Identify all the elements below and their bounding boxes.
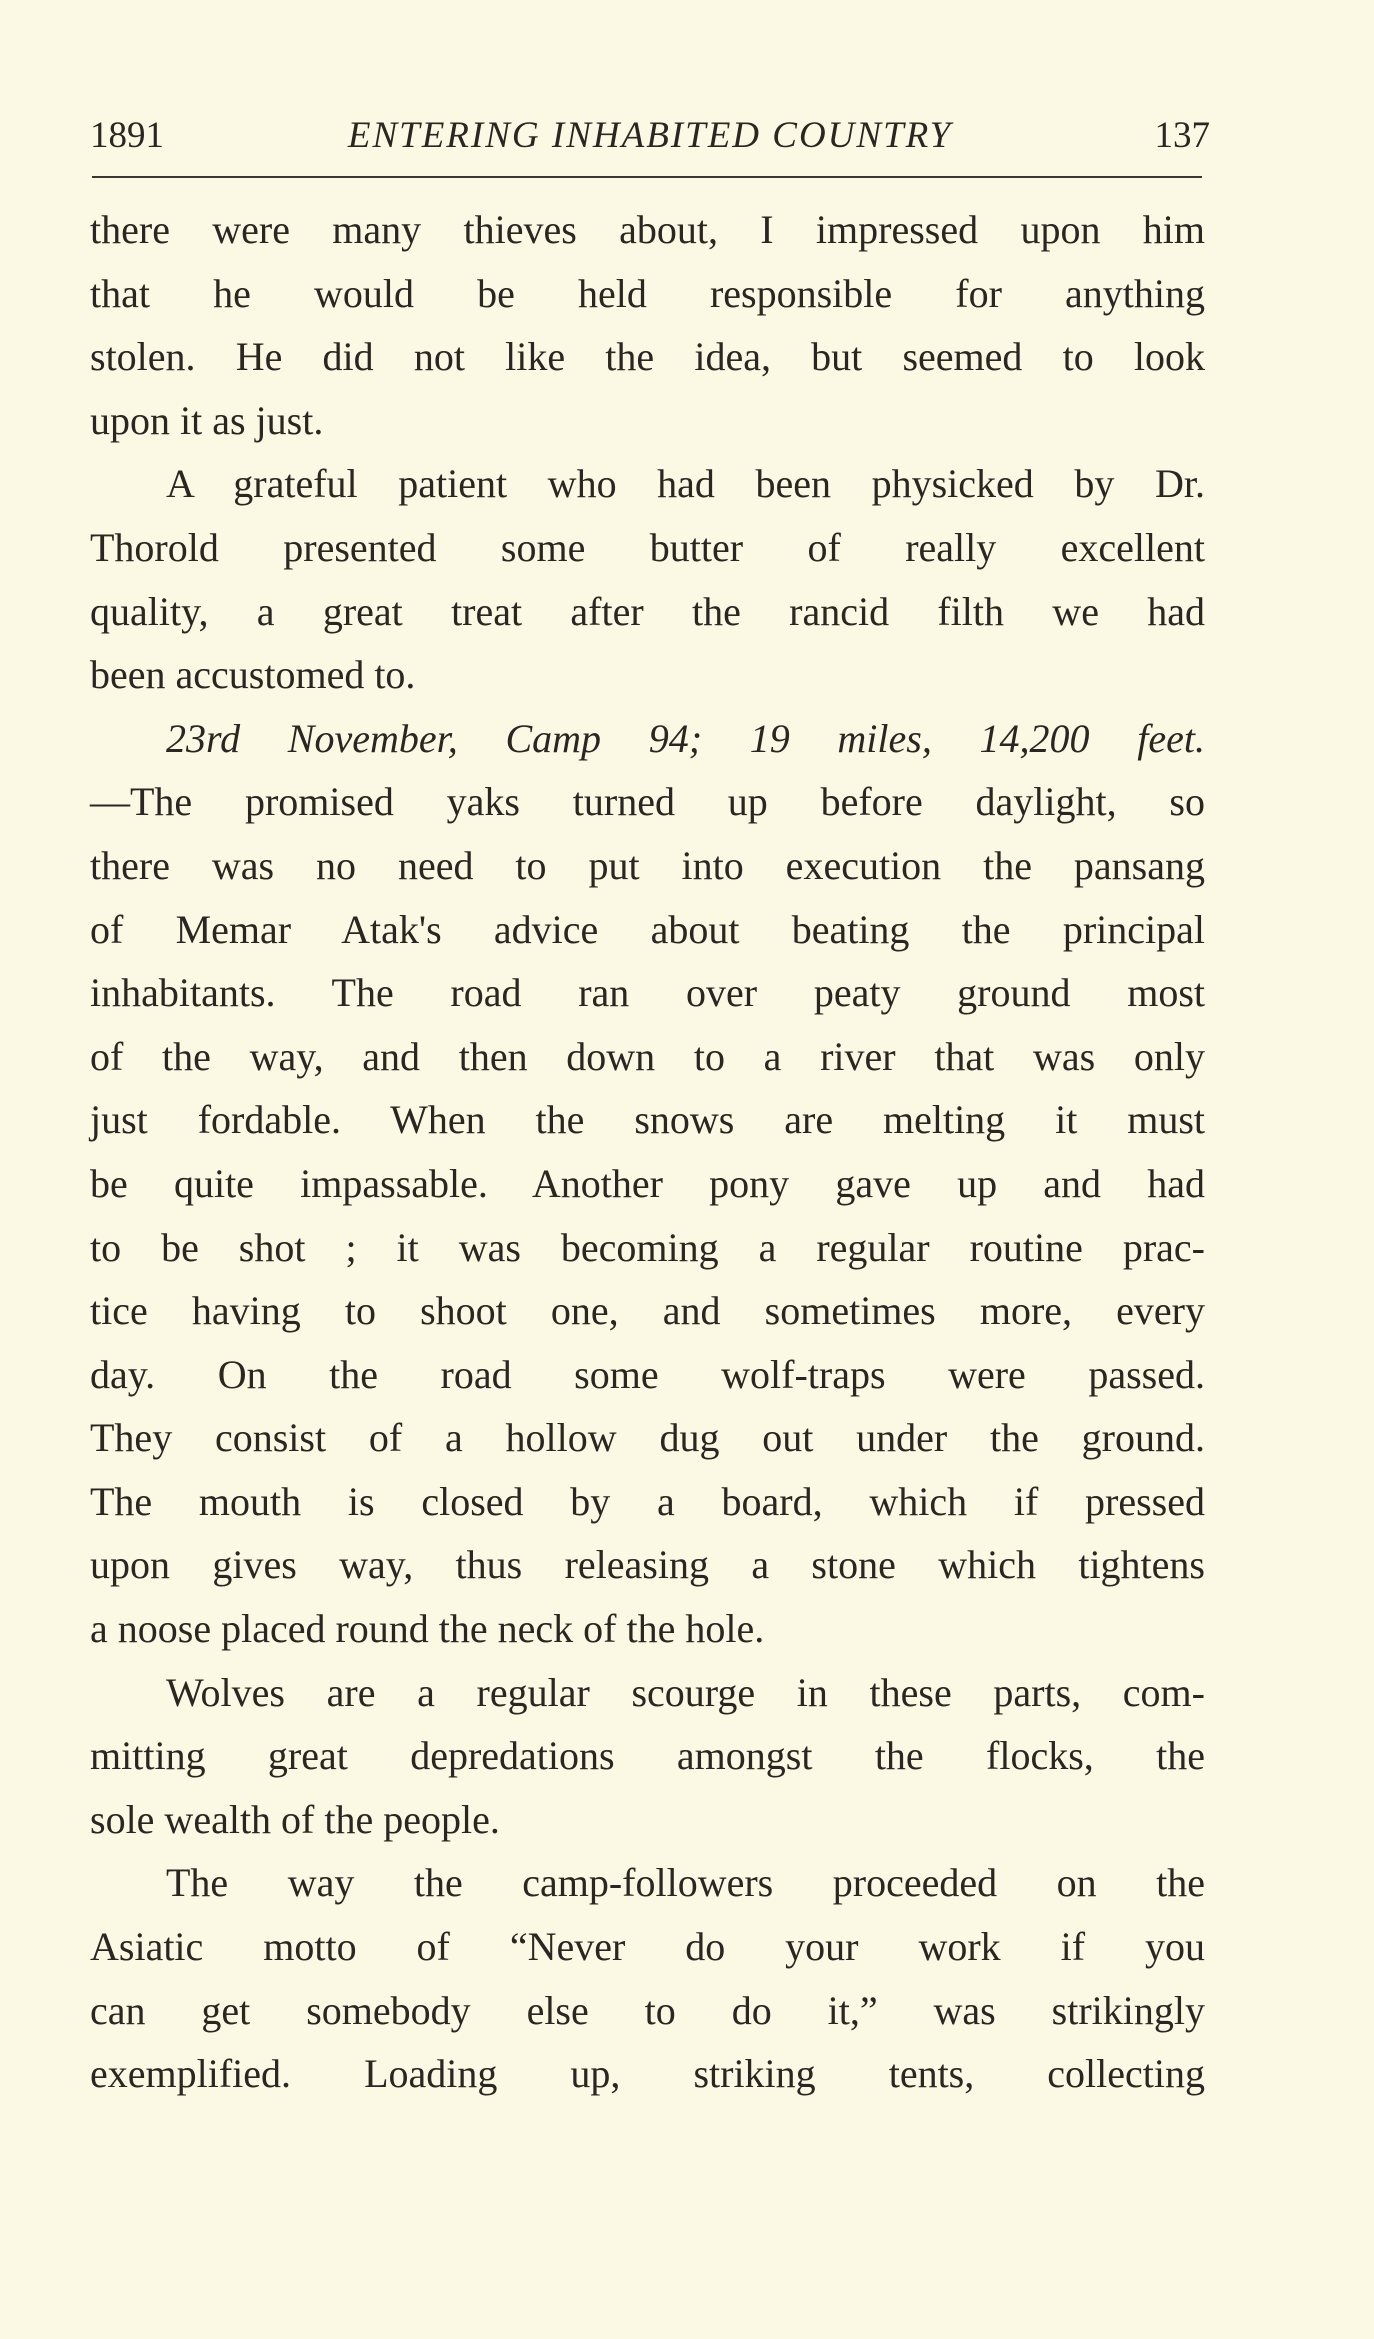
line: upon gives way, thus releasing a stone which tightens [90,1542,1205,1588]
line: They consist of a hollow dug out under the ground. [90,1415,1205,1461]
line: just fordable. When the snows are melting it must [90,1097,1205,1143]
line: exemplified. Loading up, striking tents, collecting [90,2051,1205,2097]
header-year: 1891 [90,115,164,156]
line: upon it as just. [90,397,324,443]
header-rule [92,176,1202,178]
line: inhabitants. The road ran over peaty ground most [90,970,1205,1016]
line: day. On the road some wolf-traps were passed. [90,1351,1205,1397]
line: be quite impassable. Another pony gave up and had [90,1160,1205,1206]
line: Asiatic motto of “Never do your work if you [90,1924,1205,1970]
line: stolen. He did not like the idea, but seemed to look [90,334,1205,380]
line: there was no need to put into execution the pansang [90,842,1205,888]
line: a noose placed round the neck of the hole. [90,1606,765,1652]
page-number: 137 [1154,115,1210,156]
line: Thorold presented some butter of really excellent [90,524,1205,570]
line: sole wealth of the people. [90,1796,500,1842]
body-text [90,198,1205,2106]
line: quality, a great treat after the rancid filth we had [90,588,1205,634]
line: tice having to shoot one, and sometimes more, every [90,1288,1205,1334]
dateline: 23rd November, Camp 94; 19 miles, 14,200 feet. [166,715,1205,761]
line: of Memar Atak's advice about beating the principal [90,906,1205,952]
line: The mouth is closed by a board, which if pressed [90,1478,1205,1524]
line: that he would be held responsible for anything [90,270,1205,316]
line: A grateful patient who had been physicked by Dr. [166,461,1205,507]
line: mitting great depredations amongst the flocks, the [90,1733,1205,1779]
line: there were many thieves about, I impressed upon him [90,207,1205,252]
line: been accustomed to. [90,652,416,698]
running-header [90,112,1210,160]
line: The way the camp-followers proceeded on the [166,1860,1205,1906]
line: to be shot ; it was becoming a regular routine prac- [90,1224,1205,1270]
line: of the way, and then down to a river that was only [90,1033,1205,1079]
line: can get somebody else to do it,” was strikingly [90,1987,1205,2033]
header-title: ENTERING INHABITED COUNTRY [347,115,953,156]
line: —The promised yaks turned up before daylight, so [90,779,1205,825]
line: Wolves are a regular scourge in these parts, com- [166,1669,1205,1715]
